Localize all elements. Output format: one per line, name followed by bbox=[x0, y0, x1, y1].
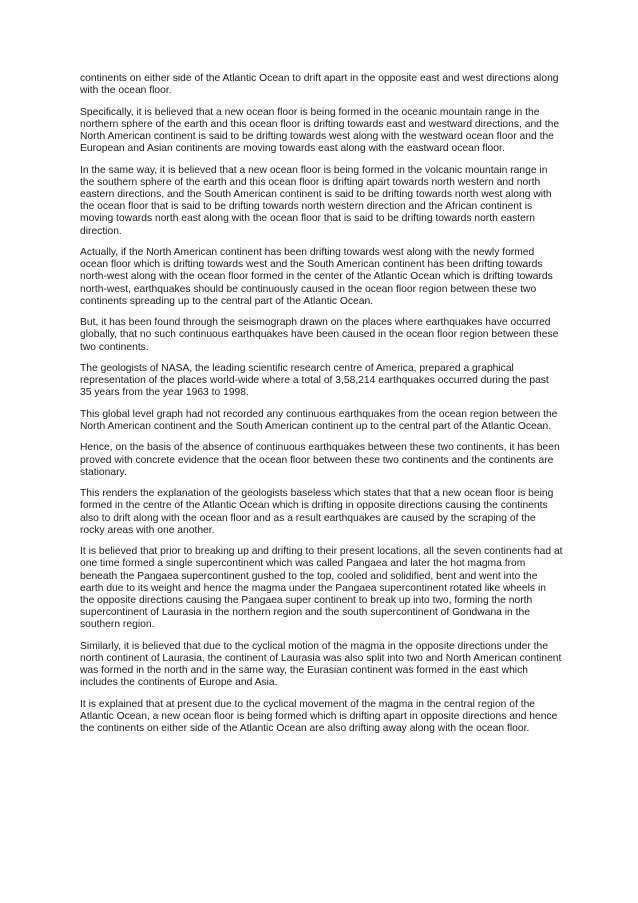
document-body bbox=[80, 73, 563, 745]
paragraph: Similarly, it is believed that due to the cyclical motion of the magma in the opposite directions under the north continent of Laurasia, the continent of Laurasia was also split into two and North American continent was formed in the north and in the same way, the Eurasian continent was formed in the east which includes the continents of Europe and Asia. bbox=[80, 640, 562, 689]
paragraph: It is believed that prior to breaking up and drifting to their present locations, all the seven continents had at one time formed a single supercontinent which was called Pangaea and later the hot magma from beneath the Pangaea supercontinent gushed to the top, cooled and solidified, bent and went into the earth due to its weight and hence the magma under the Pangaea supercontinent rotated like wheels in the opposite directions causing the Pangaea super continent to break up into two, forming the north supercontinent of Laurasia in the northern region and the south supercontinent of Gondwana in the southern region. bbox=[80, 546, 563, 631]
paragraph: It is explained that at present due to the cyclical movement of the magma in the central region of the Atlantic Ocean, a new ocean floor is being formed which is drifting apart in opposite directions and hence the continents on either side of the Atlantic Ocean are also drifting away along with the ocean floor. bbox=[80, 698, 558, 735]
paragraph: But, it has been found through the seismograph drawn on the places where earthquakes have occurred globally, that no such continuous earthquakes have been caused in the ocean floor region between these two continents. bbox=[80, 317, 559, 353]
paragraph: Hence, on the basis of the absence of continuous earthquakes between these two continents, it has been proved with concrete evidence that the ocean floor between these two continents and the continents are stationary. bbox=[80, 442, 560, 478]
paragraph: The geologists of NASA, the leading scientific research centre of America, prepared a graphical representation of the places world-wide where a total of 3,58,214 earthquakes occurred during the past 35 years from the year 1963 to 1998. bbox=[80, 363, 549, 399]
paragraph: This renders the explanation of the geologists baseless which states that that a new ocean floor is being formed in the centre of the Atlantic Ocean which is drifting in opposite directions causing the continents also to drift along with the ocean floor and as a result earthquakes are caused by the scraping of the rocky areas with one another. bbox=[80, 488, 554, 536]
paragraph: This global level graph had not recorded any continuous earthquakes from the ocean region between the North American continent and the South American continent up to the central part of the Atlantic Ocean. bbox=[80, 408, 558, 432]
paragraph: Specifically, it is believed that a new ocean floor is being formed in the oceanic mountain range in the northern sphere of the earth and this ocean floor is drifting towards east and westward directions, and the North American continent is said to be drifting towards west along with the westward ocean floor and the European and Asian continents are moving towards east along with the eastward ocean floor. bbox=[80, 106, 560, 155]
paragraph: continents on either side of the Atlantic Ocean to drift apart in the opposite east and west directions along with the ocean floor. bbox=[80, 73, 559, 97]
paragraph: In the same way, it is believed that a new ocean floor is being formed in the volcanic mountain range in the southern sphere of the earth and this ocean floor is drifting apart towards north western and north eastern directions, and the South American continent is said to be drifting towards north west along with the ocean floor that is said to be drifting towards north western direction and the African continent is moving towards north east along with the ocean floor that is said to be drifting towards north eastern direction. bbox=[80, 164, 552, 237]
paragraph: Actually, if the North American continent has been drifting towards west along with the newly formed ocean floor which is drifting towards west and the South American continent has been drifting towards north-west along with the ocean floor formed in the center of the Atlantic Ocean which is drifting towards north-west, earthquakes should be continuously caused in the ocean floor region between these two continents spreading up to the central part of the Atlantic Ocean. bbox=[80, 247, 553, 307]
